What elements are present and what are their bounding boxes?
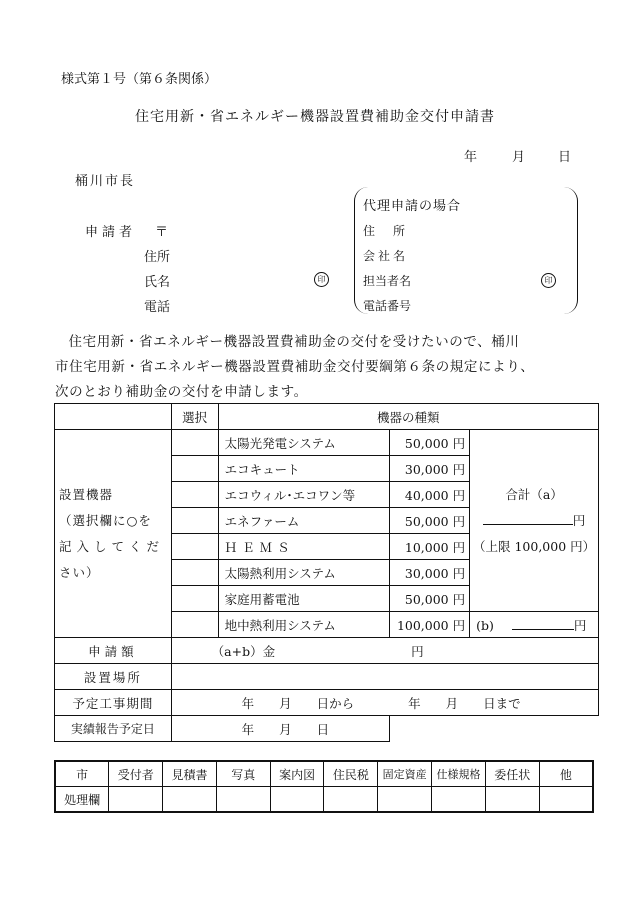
item-name: エコウィル･エコワン等 bbox=[218, 482, 390, 508]
place-label: 設置場所 bbox=[55, 664, 172, 690]
amount-label: 申請額 bbox=[55, 638, 172, 664]
col-select-header: 選択 bbox=[171, 404, 218, 430]
office-cell[interactable] bbox=[378, 787, 432, 813]
category-cell: 設置機器 （選択欄に○を 記入してくだ さい） bbox=[55, 430, 172, 638]
postal-mark: 〒 bbox=[155, 225, 169, 240]
proxy-phone-label: 電話番号 bbox=[363, 299, 412, 313]
period-cell[interactable] bbox=[171, 690, 598, 716]
office-cell[interactable] bbox=[432, 787, 486, 813]
statement-line-2: 市住宅用新・省エネルギー機器設置費補助金交付要綱第６条の規定により、 bbox=[55, 359, 535, 375]
office-col: 案内図 bbox=[270, 761, 324, 787]
period-label: 予定工事期間 bbox=[55, 690, 172, 716]
item-price: 30,000 円 bbox=[390, 456, 470, 482]
office-cell[interactable] bbox=[216, 787, 270, 813]
office-cell[interactable] bbox=[539, 787, 593, 813]
office-col: 他 bbox=[539, 761, 593, 787]
office-cell[interactable] bbox=[485, 787, 539, 813]
item-name: 地中熱利用システム bbox=[218, 612, 390, 638]
amount-value: （a+b）金 bbox=[211, 643, 276, 659]
place-input[interactable] bbox=[171, 664, 598, 690]
item-price: 50,000 円 bbox=[390, 586, 470, 612]
select-cell[interactable] bbox=[171, 612, 218, 638]
report-value: 年 月 日 bbox=[241, 721, 330, 737]
select-cell[interactable] bbox=[171, 508, 218, 534]
applicant-address-label: 住所 bbox=[144, 250, 171, 265]
applicant-name-label: 氏名 bbox=[144, 275, 171, 290]
sum-limit: （上限 100,000 円） bbox=[472, 538, 596, 554]
statement-line-3: 次のとおり補助金の交付を申請します。 bbox=[55, 384, 308, 400]
form-number: 様式第１号（第６条関係） bbox=[61, 72, 218, 87]
page-title: 住宅用新・省エネルギー機器設置費補助金交付申請書 bbox=[135, 109, 495, 125]
select-cell[interactable] bbox=[171, 482, 218, 508]
proxy-seal: 印 bbox=[541, 273, 556, 288]
b-input[interactable] bbox=[512, 615, 574, 630]
proxy-person-label: 担当者名 bbox=[363, 274, 412, 288]
office-label-top: 市 bbox=[55, 761, 109, 787]
period-to: 年 月 日まで bbox=[408, 695, 521, 711]
addressee: 桶川市長 bbox=[75, 174, 136, 189]
sum-cell: 合計（a） 円 （上限 100,000 円） bbox=[470, 430, 599, 612]
date-day: 日 bbox=[558, 150, 572, 165]
item-name: ＨＥＭＳ bbox=[218, 534, 390, 560]
b-cell: (b) 円 bbox=[470, 612, 599, 638]
item-name: 家庭用蓄電池 bbox=[218, 586, 390, 612]
proxy-address-label: 住 所 bbox=[363, 224, 409, 238]
period-from: 年 月 日から bbox=[241, 695, 355, 711]
office-col: 固定資産 bbox=[378, 761, 432, 787]
item-price: 40,000 円 bbox=[390, 482, 470, 508]
office-col: 仕様規格 bbox=[432, 761, 486, 787]
proxy-heading: 代理申請の場合 bbox=[363, 199, 462, 214]
application-statement bbox=[55, 330, 575, 405]
amount-cell[interactable] bbox=[171, 638, 598, 664]
applicant-label: 申請者 bbox=[85, 225, 137, 240]
select-cell[interactable] bbox=[171, 560, 218, 586]
office-cell[interactable] bbox=[163, 787, 217, 813]
item-price: 10,000 円 bbox=[390, 534, 470, 560]
applicant-seal: 印 bbox=[314, 272, 329, 287]
item-name: エネファーム bbox=[218, 508, 390, 534]
item-name: 太陽熱利用システム bbox=[218, 560, 390, 586]
office-cell[interactable] bbox=[109, 787, 163, 813]
office-col: 委任状 bbox=[485, 761, 539, 787]
office-processing-table bbox=[54, 760, 594, 813]
office-col: 住民税 bbox=[324, 761, 378, 787]
office-label-bottom: 処理欄 bbox=[55, 787, 109, 813]
item-price: 30,000 円 bbox=[390, 560, 470, 586]
equipment-table bbox=[54, 403, 599, 742]
sum-label: 合計（a） bbox=[505, 486, 563, 502]
date-year: 年 bbox=[464, 150, 478, 165]
office-col: 見積書 bbox=[163, 761, 217, 787]
report-label: 実績報告予定日 bbox=[55, 716, 172, 742]
amount-yen: 円 bbox=[411, 643, 424, 659]
item-price: 50,000 円 bbox=[390, 430, 470, 456]
item-price: 100,000 円 bbox=[390, 612, 470, 638]
applicant-phone-label: 電話 bbox=[144, 300, 171, 315]
office-cell[interactable] bbox=[324, 787, 378, 813]
office-col: 写真 bbox=[216, 761, 270, 787]
office-col: 受付者 bbox=[109, 761, 163, 787]
select-cell[interactable] bbox=[171, 430, 218, 456]
item-name: 太陽光発電システム bbox=[218, 430, 390, 456]
sum-input[interactable] bbox=[483, 510, 573, 525]
statement-line-1: 住宅用新・省エネルギー機器設置費補助金の交付を受けたいので、桶川 bbox=[68, 334, 520, 350]
proxy-company-label: 会社名 bbox=[363, 249, 409, 263]
item-price: 50,000 円 bbox=[390, 508, 470, 534]
col-type-header: 機器の種類 bbox=[218, 404, 598, 430]
select-cell[interactable] bbox=[171, 534, 218, 560]
report-cell[interactable] bbox=[171, 716, 390, 742]
date-month: 月 bbox=[512, 150, 526, 165]
office-cell[interactable] bbox=[270, 787, 324, 813]
select-cell[interactable] bbox=[171, 586, 218, 612]
select-cell[interactable] bbox=[171, 456, 218, 482]
item-name: エコキュート bbox=[218, 456, 390, 482]
